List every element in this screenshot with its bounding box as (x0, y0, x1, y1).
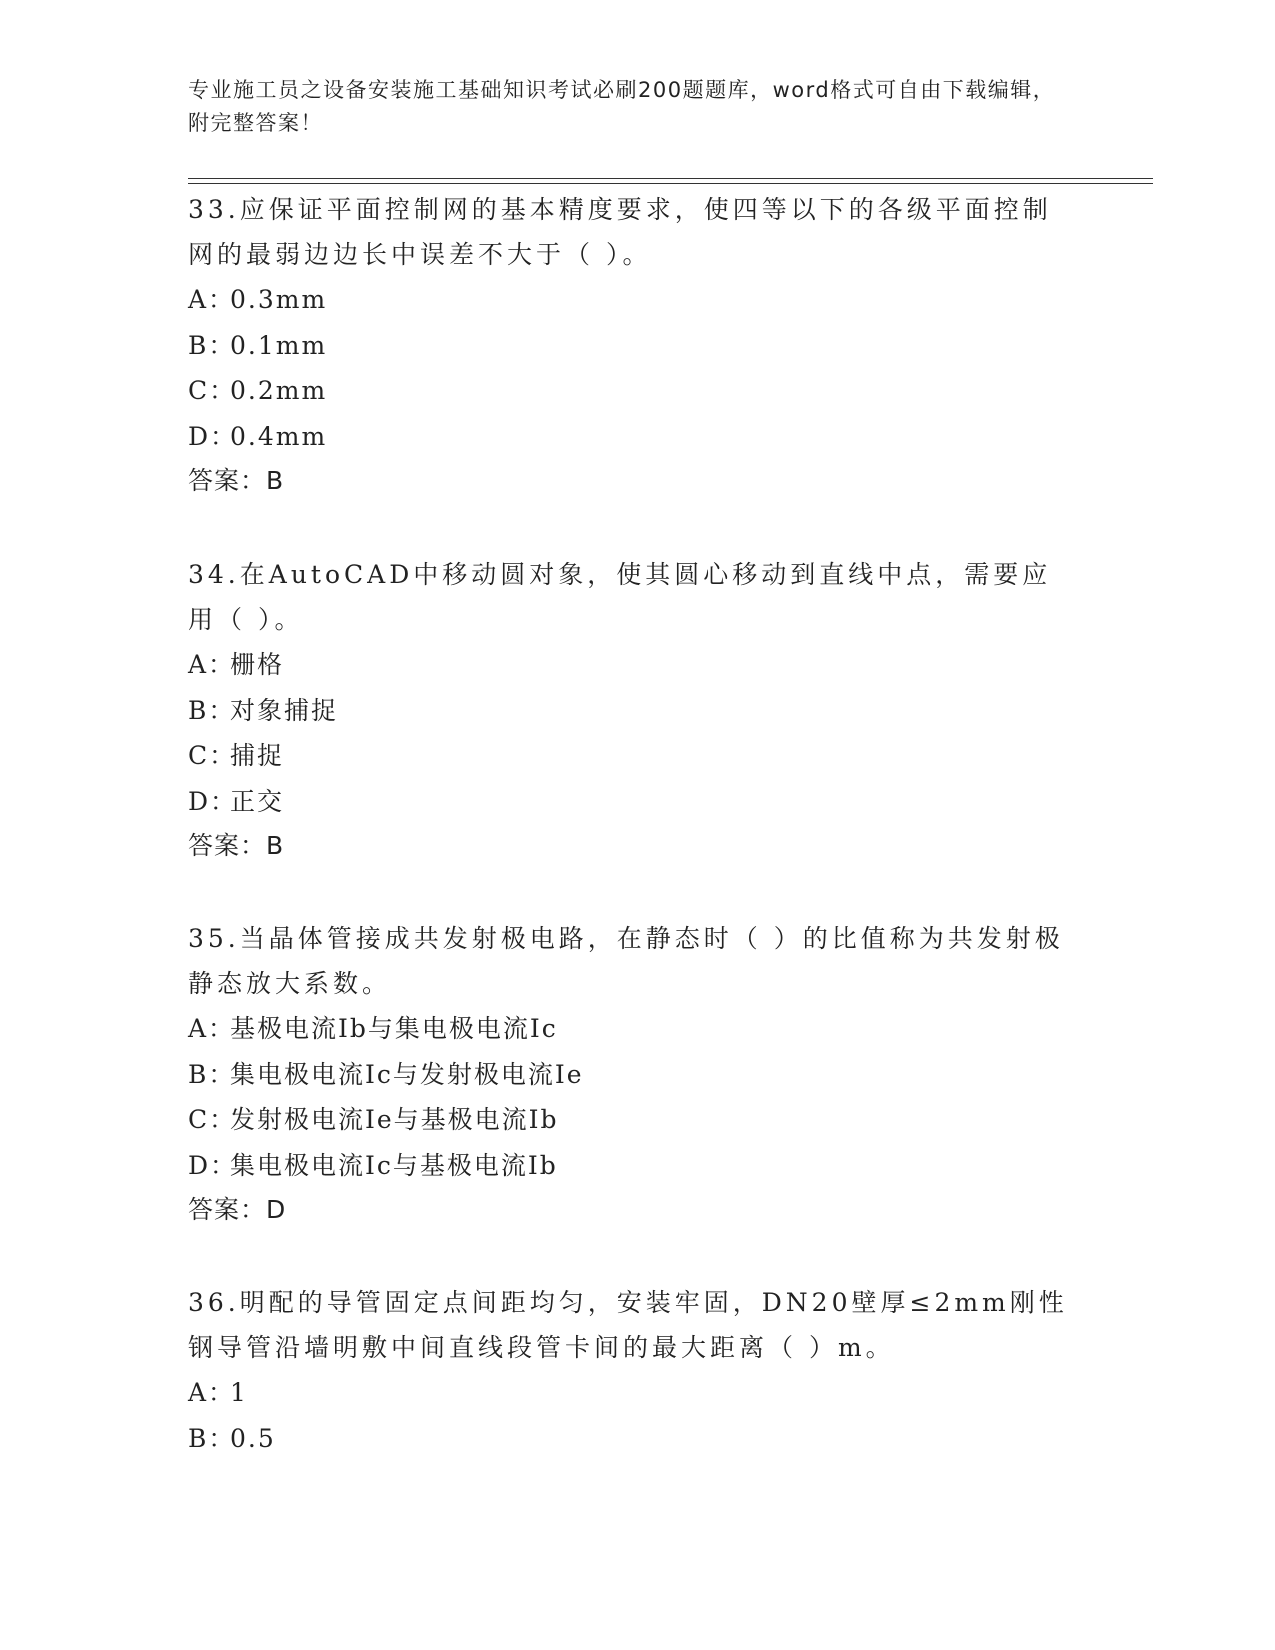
option-c: C：捕捉 (188, 741, 285, 770)
header-divider-top (188, 178, 1153, 179)
answer: 答案：D (188, 1195, 287, 1224)
question-34 (188, 552, 1078, 867)
header-divider-bottom (188, 183, 1153, 184)
option-b: B：0.5 (188, 1423, 276, 1453)
option-a: A：栅格 (188, 650, 285, 679)
option-c: C：0.2mm (188, 376, 328, 405)
document-header: 专业施工员之设备安装施工基础知识考试必刷200题题库，word格式可自由下载编辑，附完整答案！ (188, 78, 1056, 135)
option-d: D：0.4mm (188, 421, 328, 451)
option-d: D：正交 (188, 786, 285, 816)
option-a: A：1 (188, 1378, 248, 1407)
answer: 答案：B (188, 831, 285, 860)
question-35 (188, 916, 1078, 1231)
option-c: C：发射极电流Ie与基极电流Ib (188, 1105, 559, 1134)
option-b: B：对象捕捉 (188, 695, 339, 725)
question-stem: 36.明配的导管固定点间距均匀，安装牢固，DN20壁厚≤2mm刚性钢导管沿墙明敷中间直线段管卡间的最大距离（ ）m。 (188, 1288, 1068, 1362)
question-stem: 34.在AutoCAD中移动圆对象，使其圆心移动到直线中点，需要应用（ ）。 (188, 560, 1052, 634)
option-d: D：集电极电流Ic与基极电流Ib (188, 1150, 558, 1180)
option-b: B：集电极电流Ic与发射极电流Ie (188, 1059, 584, 1089)
question-stem: 33.应保证平面控制网的基本精度要求，使四等以下的各级平面控制网的最弱边边长中误差不大于（ ）。 (188, 195, 1052, 269)
option-a: A：基极电流Ib与集电极电流Ic (188, 1014, 558, 1043)
option-a: A：0.3mm (188, 285, 328, 314)
question-33 (188, 187, 1078, 502)
answer: 答案：B (188, 466, 285, 495)
question-stem: 35.当晶体管接成共发射极电路，在静态时（ ）的比值称为共发射极静态放大系数。 (188, 924, 1064, 998)
question-36 (188, 1280, 1078, 1461)
option-b: B：0.1mm (188, 330, 328, 360)
